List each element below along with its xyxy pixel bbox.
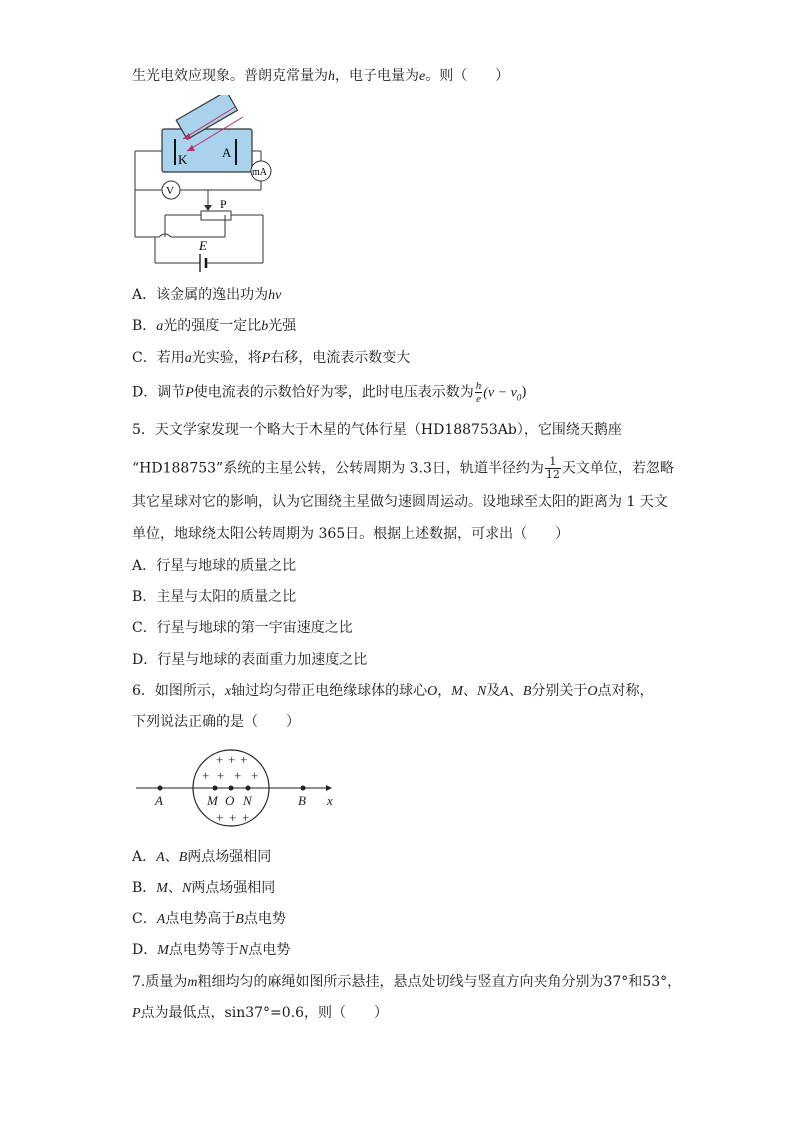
svg-text:+: +: [228, 752, 236, 767]
label-A: A: [155, 793, 163, 808]
q6-option-b: B．M、N两点场强相同: [132, 880, 276, 896]
q7-stem-line2: P点为最低点，sin37°=0.6，则（ ）: [132, 1005, 389, 1021]
q5-stem-line1: 5．天文学家发现一个略大于木星的气体行星（HD188753Ab），它围绕天鹅座: [132, 422, 622, 438]
voltage-fraction: $\frac{h}{e}$: [475, 380, 482, 405]
slider-arrow: [204, 205, 212, 211]
point-N: [246, 786, 251, 791]
q7-stem-line1: 7.质量为m粗细均匀的麻绳如图所示悬挂，悬点处切线与竖直方向夹角分别为37°和53°，: [132, 974, 682, 990]
q5-stem-line4: 单位，地球绕太阳公转周期为 365日。根据上述数据，可求出（ ）: [132, 526, 570, 542]
label-E: E: [199, 238, 207, 253]
label-P: P: [220, 197, 227, 211]
q5-option-a: A．行星与地球的质量之比: [132, 558, 297, 574]
label-mA: mA: [252, 167, 267, 178]
label-O: O: [225, 793, 235, 808]
q6-option-d: D．M点电势等于N点电势: [132, 942, 291, 958]
rheostat: [201, 211, 231, 220]
label-M: M: [207, 793, 218, 808]
q4-stem: 生光电效应现象。普朗克常量为h，电子电量为e。则（ ）: [132, 68, 510, 84]
label-V: V: [166, 185, 174, 197]
svg-text:+: +: [240, 752, 248, 767]
point-A: [158, 786, 163, 791]
q4-option-a: A．该金属的逸出功为hν: [132, 287, 282, 303]
svg-text:+: +: [216, 752, 224, 767]
svg-text:+: +: [242, 810, 250, 825]
label-B: B: [298, 793, 306, 808]
svg-text:+: +: [217, 768, 225, 783]
charged-sphere-figure: [130, 745, 350, 835]
svg-text:+: +: [229, 810, 237, 825]
point-M: [213, 786, 218, 791]
q5-option-b: B．主星与太阳的质量之比: [132, 589, 297, 605]
svg-text:+: +: [251, 768, 259, 783]
q5-stem-line3: 其它星球对它的影响，认为它围绕主星做匀速圆周运动。设地球至太阳的距离为 1 天文: [132, 494, 668, 510]
q5-option-d: D．行星与地球的表面重力加速度之比: [132, 652, 368, 668]
svg-text:+: +: [202, 768, 210, 783]
q4-option-c: C．若用a光实验，将P右移，电流表示数变大: [132, 350, 411, 366]
svg-text:+: +: [234, 768, 242, 783]
point-O: [229, 786, 234, 791]
photoelectric-circuit-figure: [125, 95, 285, 275]
label-x: x: [327, 793, 333, 808]
label-N: N: [243, 793, 252, 808]
label-K: K: [178, 152, 188, 167]
svg-text:+: +: [216, 810, 224, 825]
q4-option-d: D．调节P使电流表的示数恰好为零，此时电压表示数为 $\frac{h}{e}$ $(\nu - \nu_0)$: [132, 380, 527, 405]
q5-option-c: C．行星与地球的第一宇宙速度之比: [132, 620, 353, 636]
q4-option-b: B．a光的强度一定比b光强: [132, 318, 297, 334]
label-A: A: [222, 145, 232, 160]
point-B: [301, 786, 306, 791]
q6-option-c: C．A点电势高于B点电势: [132, 911, 286, 927]
q6-option-a: A．A、B两点场强相同: [132, 849, 272, 865]
q6-stem-line1: 6．如图所示，x轴过均匀带正电绝缘球体的球心O，M、N及A、B分别关于O点对称，: [132, 683, 654, 699]
q5-stem-line2: “HD188753”系统的主星公转，公转周期为 3.3日，轨道半径约为 $\frac{1}{12}$ 天文单位，若忽略: [132, 455, 674, 481]
orbit-fraction: $\frac{1}{12}$: [545, 455, 560, 481]
q6-stem-line2: 下列说法正确的是（ ）: [132, 714, 300, 730]
